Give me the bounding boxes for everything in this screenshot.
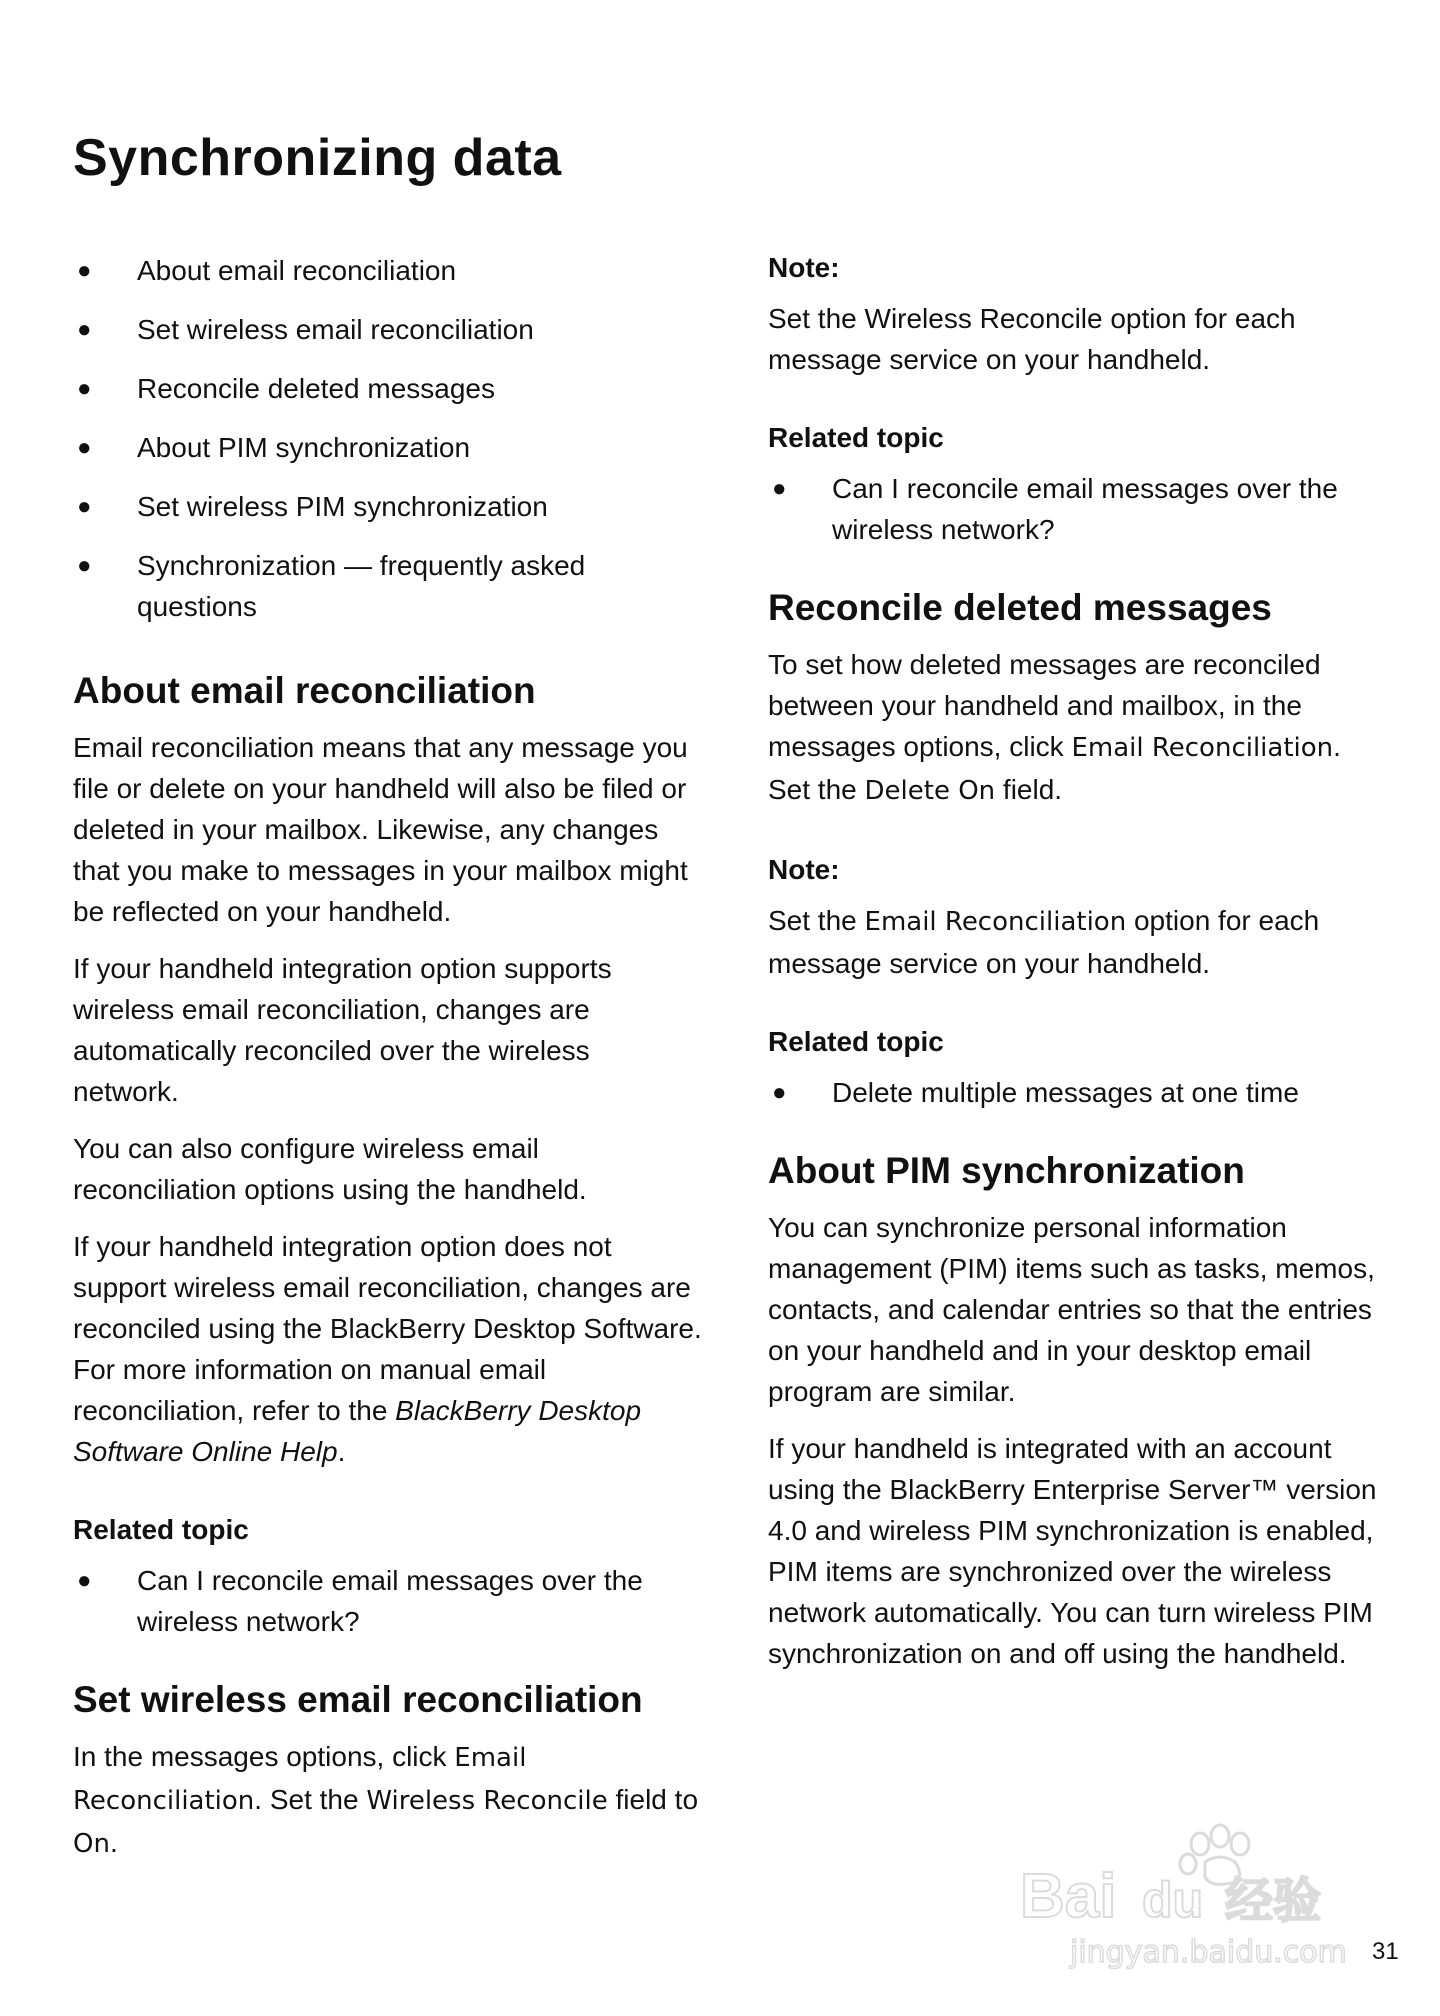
doc-reference: BlackBerry Desktop Software Online Help <box>73 1395 642 1467</box>
topic-list-item[interactable]: ● Synchronization — frequently asked questions <box>73 545 703 627</box>
related-topic-link[interactable]: ● Can I reconcile email messages over the wireless network? <box>73 1560 703 1642</box>
topic-list-item[interactable]: ● Set wireless PIM synchronization <box>73 486 703 527</box>
related-topic-label: Related topic <box>768 1026 944 1057</box>
svg-text:du: du <box>1142 1872 1204 1928</box>
svg-text:Bai: Bai <box>1020 1862 1117 1931</box>
ui-term: Email Reconciliation <box>864 907 1127 937</box>
related-topic-list <box>768 1072 1388 1113</box>
ui-term: Wireless Reconcile <box>366 1786 608 1816</box>
related-topic-list <box>73 1560 703 1642</box>
paragraph: You can synchronize personal information management (PIM) items such as tasks, memos, contacts, and calendar entries so that the entries on your handheld and in your desktop email program are similar. <box>768 1212 1375 1407</box>
bullet-icon: ● <box>77 257 92 284</box>
page-number: 31 <box>1372 1938 1399 1965</box>
section-heading-about-email: About email reconciliation <box>73 670 536 711</box>
section-heading-reconcile-deleted: Reconcile deleted messages <box>768 587 1272 628</box>
right-column <box>768 250 1388 1690</box>
ui-term: Delete On <box>864 776 996 806</box>
bullet-icon: ● <box>77 1567 92 1594</box>
paragraph: If your handheld is integrated with an account using the BlackBerry Enterprise Server™ version 4.0 and wireless PIM synchronization is enabled, PIM items are synchronized over the wireless network automatically. You can turn wireless PIM synchronization on and off using the handheld. <box>768 1433 1377 1669</box>
page-title: Synchronizing data <box>73 129 562 187</box>
topic-list <box>73 250 703 627</box>
related-topic-list <box>768 468 1388 550</box>
section-heading-about-pim: About PIM synchronization <box>768 1150 1245 1191</box>
bullet-icon: ● <box>77 493 92 520</box>
note-label: Note: <box>768 854 840 885</box>
related-topic-label: Related topic <box>768 422 944 453</box>
paragraph: Email reconciliation means that any message you file or delete on your handheld will also be filed or deleted in your mailbox. Likewise, any changes that you make to messages in your mailbox might be reflected on your handheld. <box>73 732 688 927</box>
section-heading-set-wireless: Set wireless email reconciliation <box>73 1679 643 1720</box>
related-topic-label: Related topic <box>73 1514 249 1545</box>
topic-list-item[interactable]: ● About email reconciliation <box>73 250 703 291</box>
topic-list-item[interactable]: ● Reconcile deleted messages <box>73 368 703 409</box>
bullet-icon: ● <box>77 375 92 402</box>
bullet-icon: ● <box>772 1079 787 1106</box>
baidu-watermark-logo <box>1010 1822 1390 1972</box>
paragraph: In the messages options, click Email Reconciliation. Set the Wireless Reconcile field to On. <box>73 1741 699 1859</box>
paragraph: If your handheld integration option does not support wireless email reconciliation, changes are reconciled using the BlackBerry Desktop Software. For more information on manual email reconciliation, refer to the BlackBerry Desktop Software Online Help. <box>73 1231 702 1467</box>
ui-term: On <box>73 1829 110 1859</box>
related-topic-link[interactable]: ● Can I reconcile email messages over the wireless network? <box>768 468 1388 550</box>
topic-list-item[interactable]: ● About PIM synchronization <box>73 427 703 468</box>
left-column <box>73 250 703 1881</box>
related-topic-link[interactable]: ● Delete multiple messages at one time <box>768 1072 1388 1113</box>
svg-text:经验: 经验 <box>1225 1873 1322 1929</box>
note-text: Set the Wireless Reconcile option for each message service on your handheld. <box>768 303 1296 375</box>
paragraph: To set how deleted messages are reconciled between your handheld and mailbox, in the messages options, click Email Reconciliation. Set the Delete On field. <box>768 649 1341 806</box>
paragraph: If your handheld integration option supports wireless email reconciliation, changes are automatically reconciled over the wireless network. <box>73 953 612 1107</box>
bullet-icon: ● <box>77 434 92 461</box>
paragraph: You can also configure wireless email reconciliation options using the handheld. <box>73 1133 587 1205</box>
note-text: Set the Email Reconciliation option for each message service on your handheld. <box>768 905 1320 979</box>
note-label: Note: <box>768 252 840 283</box>
bullet-icon: ● <box>77 552 92 579</box>
topic-list-item[interactable]: ● Set wireless email reconciliation <box>73 309 703 350</box>
watermark-url: jingyan.baidu.com <box>1070 1935 1347 1970</box>
ui-term: Email Reconciliation <box>73 1743 527 1816</box>
ui-term: Email Reconciliation <box>1071 733 1334 763</box>
bullet-icon: ● <box>772 475 787 502</box>
bullet-icon: ● <box>77 316 92 343</box>
